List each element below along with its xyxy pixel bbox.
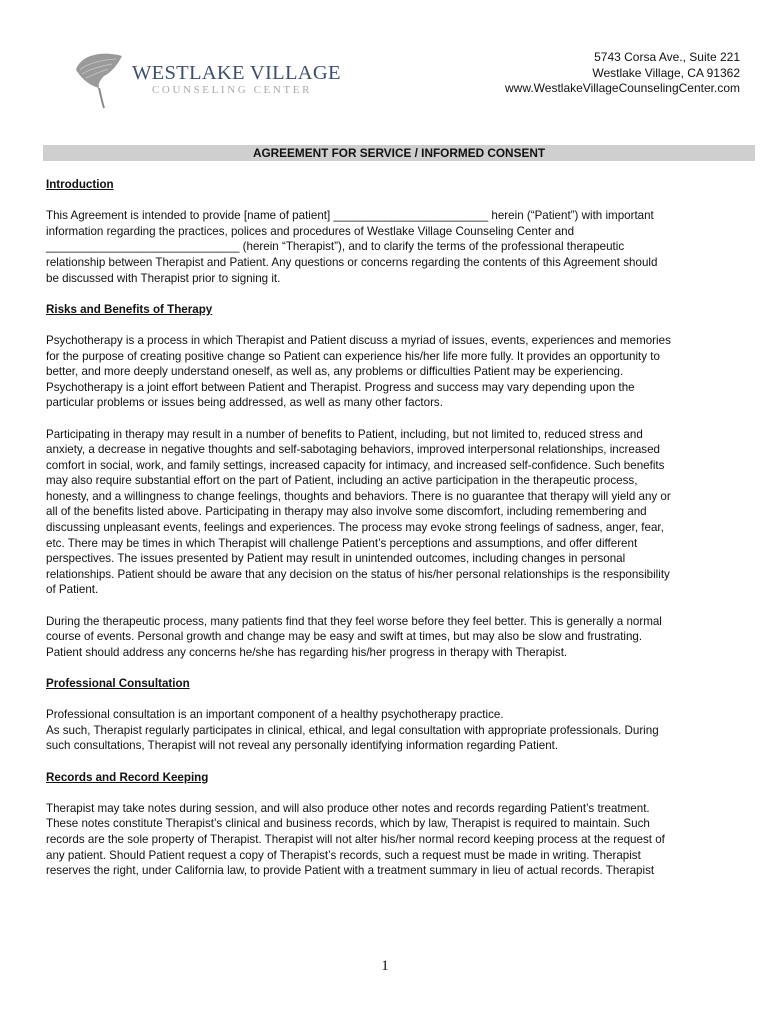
paragraph: Therapist may take notes during session, and will also produce other notes and records regarding Patient’s treatment. These notes constitute Therapist’s clinical and business records, which by law, Therapist is required to maintain. Such records are the sole property of Therapist. Therapist will not alter his/her normal record keeping process at the request of any patient. Should Patient request a copy of Therapist’s records, such a request must be made in writing. Therapist reserves the right, under California law, to provide Patient with a treatment summary in lieu of actual records. Therapist <box>46 801 665 878</box>
section-heading-introduction: Introduction <box>46 178 114 191</box>
address-line-2: Westlake Village, CA 91362 <box>592 65 740 80</box>
section-heading-risks-benefits: Risks and Benefits of Therapy <box>46 302 213 316</box>
logo <box>70 50 341 112</box>
website-link[interactable]: www.WestlakeVillageCounselingCenter.com <box>504 81 740 95</box>
paragraph: During the therapeutic process, many patients find that they feel worse before they feel better. This is generally a normal course of events. Personal growth and change may be easy and swift at times, but may also be slow and frustrating. Patient should address any concerns he/she has regarding his/her progress in therapy with Therapist. <box>46 614 662 659</box>
paragraph: This Agreement is intended to provide [name of patient] ________________________ herein (“Patient”) with important information regarding the practices, polices and procedures of Westlake Village Counseling Center and ______________________________ (herein “Therapist”), and to clarify the terms of the professional therapeutic relationship between Therapist and Patient. Any questions or concerns regarding the contents of this Agreement should be discussed with Therapist prior to signing it. <box>46 209 658 285</box>
section-heading-professional-consultation: Professional Consultation <box>46 677 190 690</box>
paragraph: Psychotherapy is a process in which Therapist and Patient discuss a myriad of issues, events, experiences and memories for the purpose of creating positive change so Patient can experience his/her life more fully. It provides an opportunity to better, and more deeply understand oneself, as well as, any problems or difficulties Patient may be experiencing. Psychotherapy is a joint effort between Patient and Therapist. Progress and success may vary depending upon the particular problems or issues being addressed, as well as many other factors. <box>46 333 671 410</box>
page-number: 1 <box>381 958 389 974</box>
document-body <box>46 177 736 894</box>
logo-name: WESTLAKE VILLAGE <box>132 62 341 84</box>
ginkgo-leaf-icon <box>70 50 132 112</box>
logo-subtitle: COUNSELING CENTER <box>152 84 313 96</box>
section-heading-records: Records and Record Keeping <box>46 770 209 784</box>
address-line-1: 5743 Corsa Ave., Suite 221 <box>594 50 740 64</box>
document-title: AGREEMENT FOR SERVICE / INFORMED CONSENT <box>43 145 755 161</box>
paragraph: Participating in therapy may result in a number of benefits to Patient, including, but not limited to, reduced stress and anxiety, a decrease in negative thoughts and self-sabotaging behaviors, improved interpersonal relationships, increased comfort in social, work, and family settings, increased capacity for intimacy, and increased self-confidence. Such benefits may also require substantial effort on the part of Patient, including an active participation in the therapeutic process, honesty, and a willingness to change feelings, thoughts and behaviors. There is no guarantee that therapy will yield any or all of the benefits listed above. Participating in therapy may also involve some discomfort, including remembering and discussing unpleasant events, feelings and experiences. The process may evoke strong feelings of sadness, anger, fear, etc. There may be times in which Therapist will challenge Patient’s perceptions and assumptions, and offer different perspectives. The issues presented by Patient may result in unintended outcomes, including changes in personal relationships. Patient should be aware that any decision on the status of his/her personal relationships is the responsibility of Patient. <box>46 427 671 597</box>
paragraph: Professional consultation is an important component of a healthy psychotherapy practice. As such, Therapist regularly participates in clinical, ethical, and legal consultation with appropriate professionals. During such consultations, Therapist will not reveal any personally identifying information regarding Patient. <box>46 708 659 753</box>
address-block <box>505 50 740 97</box>
